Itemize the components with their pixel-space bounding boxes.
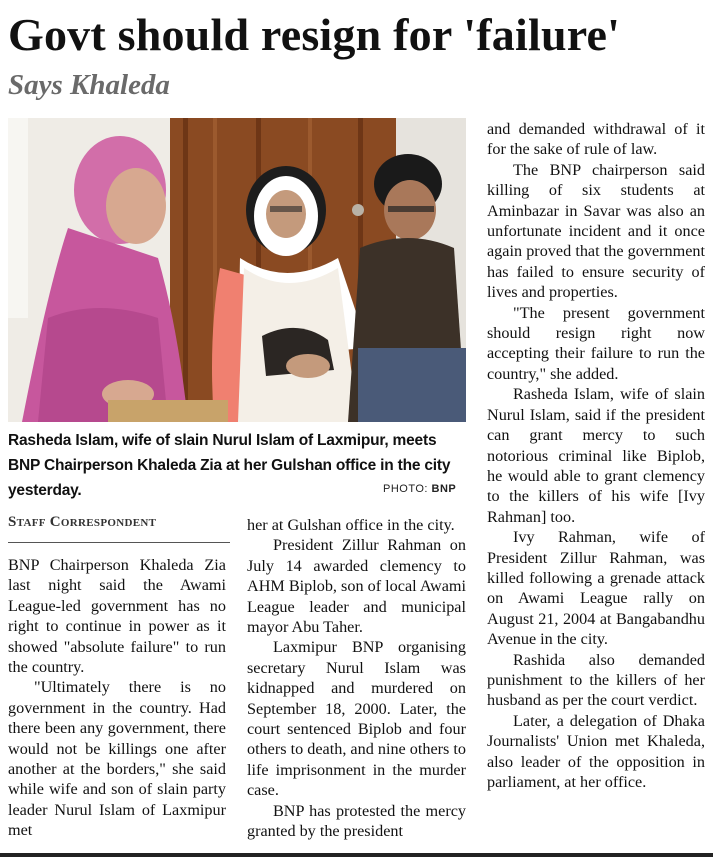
- article-column-3: [487, 119, 705, 857]
- article-column-2: [247, 515, 466, 855]
- photo-illustration: [8, 118, 466, 422]
- subhead: Says Khaleda: [8, 69, 170, 101]
- headline: Govt should resign for 'failure': [8, 9, 621, 60]
- article-column-1: [8, 555, 226, 855]
- paragraph: "The present government should resign right now accepting their failure to run the country," she added.: [487, 303, 705, 383]
- news-photo: [8, 118, 466, 422]
- paragraph: Later, a delegation of Dhaka Journalists' Union met Khaleda, also leader of the opposition in parliament, at her office.: [487, 711, 705, 791]
- paragraph: her at Gulshan office in the city.: [247, 516, 455, 534]
- paragraph: BNP Chairperson Khaleda Zia last night said the Awami League-led government has no right to continue in power as it showed "absolute failure" to run the country.: [8, 556, 226, 677]
- photo-caption: Rasheda Islam, wife of slain Nurul Islam of Laxmipur, meets BNP Chairperson Khaleda Zia at her Gulshan office in the city yesterday.: [8, 432, 451, 499]
- paragraph: Laxmipur BNP organising secretary Nurul Islam was kidnapped and murdered on September 18, 2000. Later, the court sentenced Biplob and four others to death, and nine others to life imprisonment in the murder case.: [247, 638, 466, 800]
- paragraph: President Zillur Rahman on July 14 awarded clemency to AHM Biplob, son of local Awami League leader and municipal mayor Abu Taher.: [247, 536, 466, 637]
- paragraph: and demanded withdrawal of it for the sake of rule of law.: [487, 120, 705, 159]
- paragraph: Rashida also demanded punishment to the killers of her husband as per the court verdict.: [487, 650, 705, 710]
- paragraph: Ivy Rahman, wife of President Zillur Rahman, was killed following a grenade attack on Awami League rally on August 21, 2004 at Bangabandhu Avenue in the city.: [487, 528, 705, 649]
- paragraph: "Ultimately there is no government in the country. Had there been any government, there would not be killings one after another at the borders," she said while wife and son of slain party leader Nurul Islam of Laxmipur met: [8, 678, 226, 840]
- bottom-rule: [0, 853, 713, 857]
- photo-credit-source: BNP: [431, 483, 457, 495]
- photo-credit: [383, 483, 456, 495]
- paragraph: BNP has protested the mercy granted by the president: [247, 801, 466, 841]
- paragraph: The BNP chairperson said killing of six students at Aminbazar in Savar was also an unfortunate incident and it once again proved that the government has failed to ensure security of lives and properties.: [487, 160, 705, 302]
- byline: Staff Correspondent: [8, 514, 157, 530]
- paragraph: Rasheda Islam, wife of slain Nurul Islam, said if the president can grant mercy to such notorious criminal like Biplob, he would able to grant clemency to the killers of his wife [Ivy Rahman] too.: [487, 385, 705, 526]
- byline-divider: [8, 542, 230, 543]
- photo-credit-label: PHOTO:: [383, 483, 428, 495]
